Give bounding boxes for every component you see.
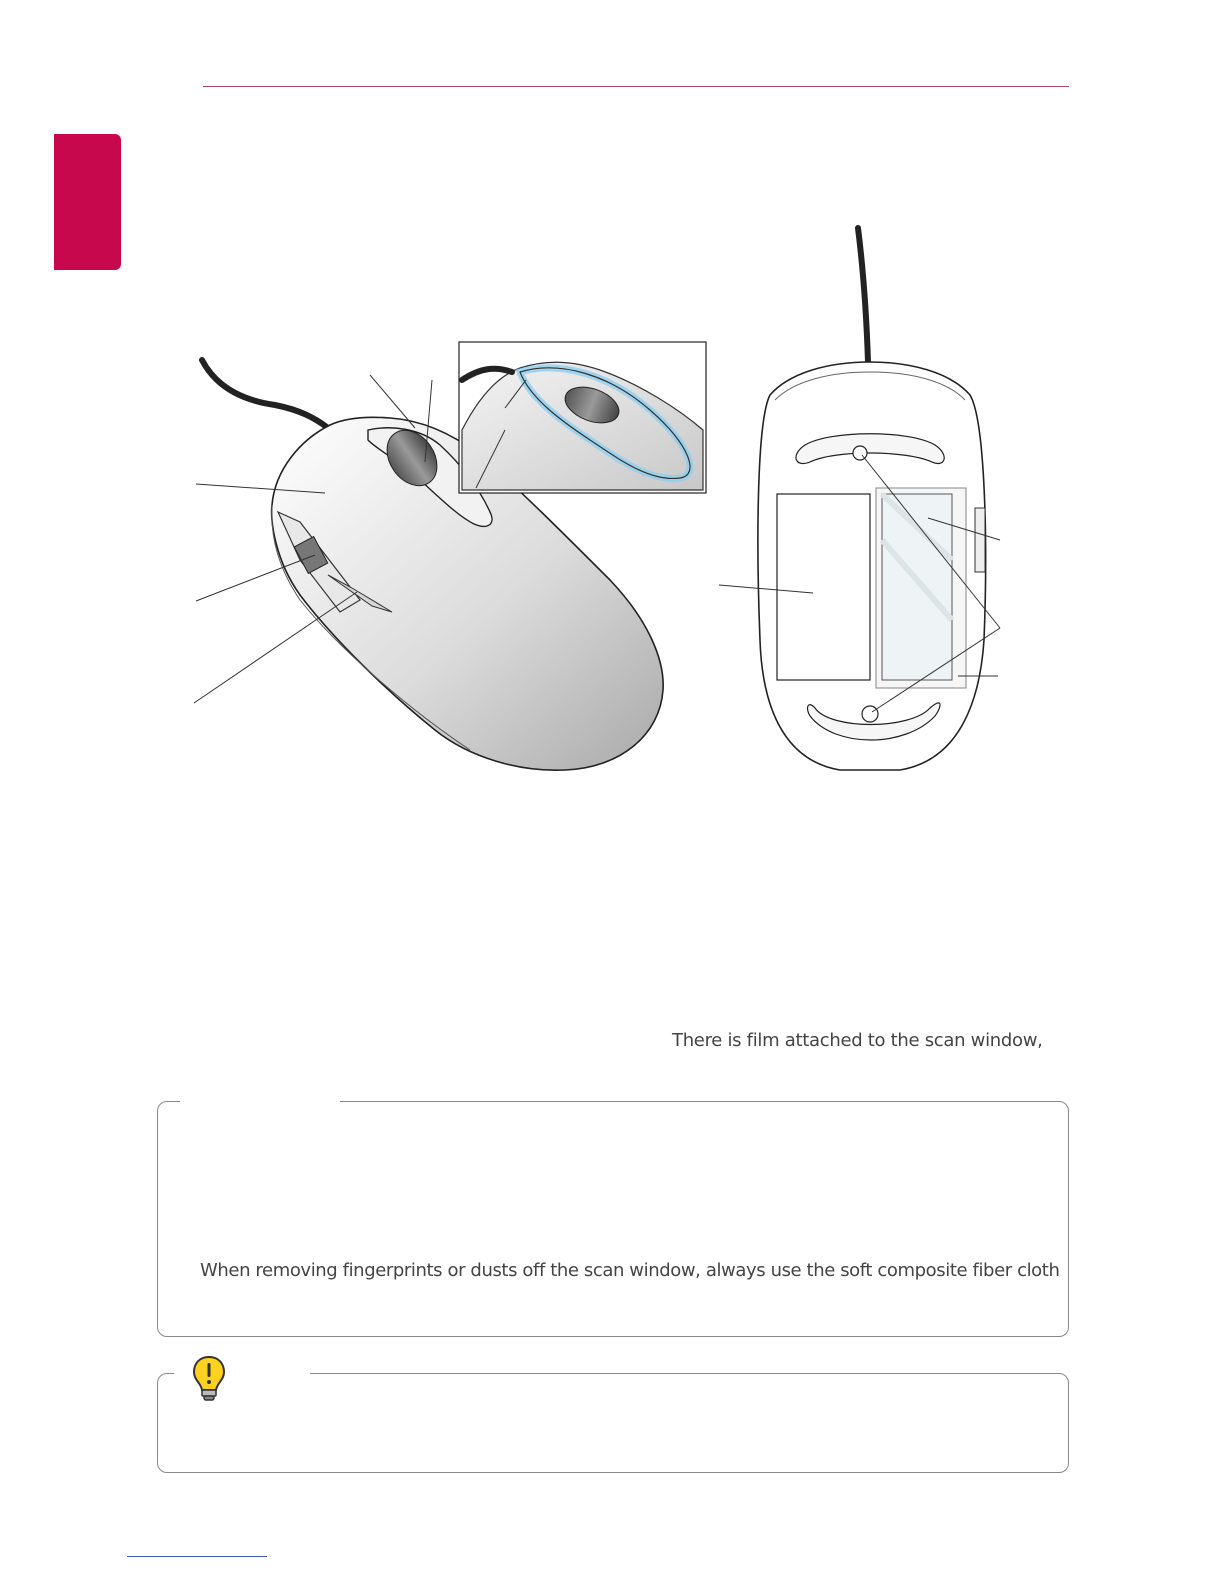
sensor-bottom — [862, 706, 878, 722]
caution-text: When removing fingerprints or dusts off the scan window, always use the soft composite fiber cloth — [200, 1260, 1060, 1281]
mouse-bottom-view — [719, 228, 1000, 770]
note-box — [157, 1373, 1069, 1473]
caution-header-gap — [180, 1099, 340, 1105]
lightbulb-icon — [191, 1354, 227, 1402]
footer-link-underline — [127, 1556, 267, 1557]
scan-window — [777, 494, 870, 680]
bottom-cable — [858, 228, 868, 362]
mouse-cable — [202, 360, 328, 428]
film-note-text: There is film attached to the scan window, — [672, 1030, 1043, 1051]
scroll-area-inset — [459, 342, 706, 493]
caution-box — [157, 1101, 1069, 1337]
side-tab-bottom — [975, 508, 985, 572]
